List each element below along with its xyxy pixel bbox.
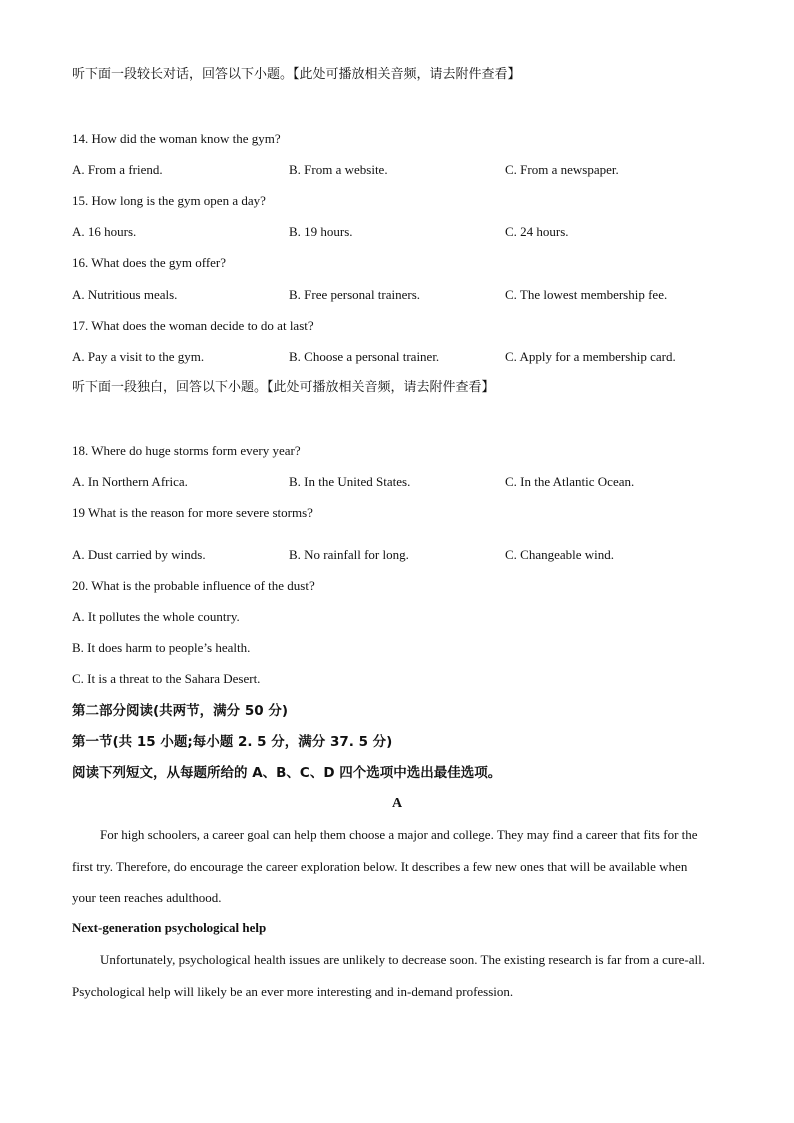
question-16-option-c: C. The lowest membership fee. bbox=[505, 287, 668, 302]
question-18-option-a: A. In Northern Africa. bbox=[72, 474, 188, 489]
question-16-option-b: B. Free personal trainers. bbox=[289, 287, 421, 302]
section1-intro: 听下面一段较长对话，回答以下小题。【此处可播放相关音频，请去附件查看】 bbox=[72, 67, 521, 82]
question-14-stem: 14. How did the woman know the gym? bbox=[72, 131, 281, 146]
question-14-option-a: A. From a friend. bbox=[72, 162, 163, 177]
question-19-stem: 19 What is the reason for more severe storms? bbox=[72, 505, 313, 520]
passage-paragraph-2: Unfortunately, psychological health issues are unlikely to decrease soon. The existing research is far from a cure-all. Psychological help will likely be an ever more interesting and in-demand profession. bbox=[72, 952, 706, 999]
question-19-option-a: A. Dust carried by winds. bbox=[72, 547, 206, 562]
part2-section1-heading: 第一节(共 15 小题;每小题 2. 5 分，满分 37. 5 分) bbox=[72, 734, 393, 750]
question-15-option-b: B. 19 hours. bbox=[289, 224, 353, 239]
part2-title: 第二部分阅读(共两节，满分 50 分) bbox=[72, 703, 289, 719]
question-18-stem: 18. Where do huge storms form every year? bbox=[72, 443, 301, 458]
question-17-stem: 17. What does the woman decide to do at last? bbox=[72, 318, 314, 333]
question-14-option-c: C. From a newspaper. bbox=[505, 162, 619, 177]
question-17-option-b: B. Choose a personal trainer. bbox=[289, 349, 440, 364]
question-19-option-c: C. Changeable wind. bbox=[505, 547, 615, 562]
question-16-option-a: A. Nutritious meals. bbox=[72, 287, 178, 302]
question-15-option-c: C. 24 hours. bbox=[505, 224, 569, 239]
question-18-option-c: C. In the Atlantic Ocean. bbox=[505, 474, 635, 489]
question-15-stem: 15. How long is the gym open a day? bbox=[72, 193, 266, 208]
passage-label: A bbox=[391, 796, 403, 811]
passage-paragraph-1: For high schoolers, a career goal can help them choose a major and college. They may find a career that fits for the first try. Therefore, do encourage the career exploration below. It describes a few new ones that will be available when your teen reaches adulthood. bbox=[72, 827, 698, 905]
question-19-option-b: B. No rainfall for long. bbox=[289, 547, 409, 562]
question-14-option-b: B. From a website. bbox=[289, 162, 388, 177]
question-20-stem: 20. What is the probable influence of the dust? bbox=[72, 578, 315, 593]
part2-instruction: 阅读下列短文，从每题所给的 A、B、C、D 四个选项中选出最佳选项。 bbox=[72, 765, 502, 781]
question-20-option-b: B. It does harm to people’s health. bbox=[72, 640, 251, 655]
question-15-option-a: A. 16 hours. bbox=[72, 224, 137, 239]
question-18-option-b: B. In the United States. bbox=[289, 474, 411, 489]
passage-subheading: Next-generation psychological help bbox=[72, 920, 267, 935]
question-20-option-c: C. It is a threat to the Sahara Desert. bbox=[72, 671, 261, 686]
section2-intro: 听下面一段独白，回答以下小题。【此处可播放相关音频，请去附件查看】 bbox=[72, 380, 495, 395]
question-17-option-c: C. Apply for a membership card. bbox=[505, 349, 676, 364]
question-20-option-a: A. It pollutes the whole country. bbox=[72, 609, 240, 624]
question-17-option-a: A. Pay a visit to the gym. bbox=[72, 349, 205, 364]
question-16-stem: 16. What does the gym offer? bbox=[72, 255, 227, 270]
